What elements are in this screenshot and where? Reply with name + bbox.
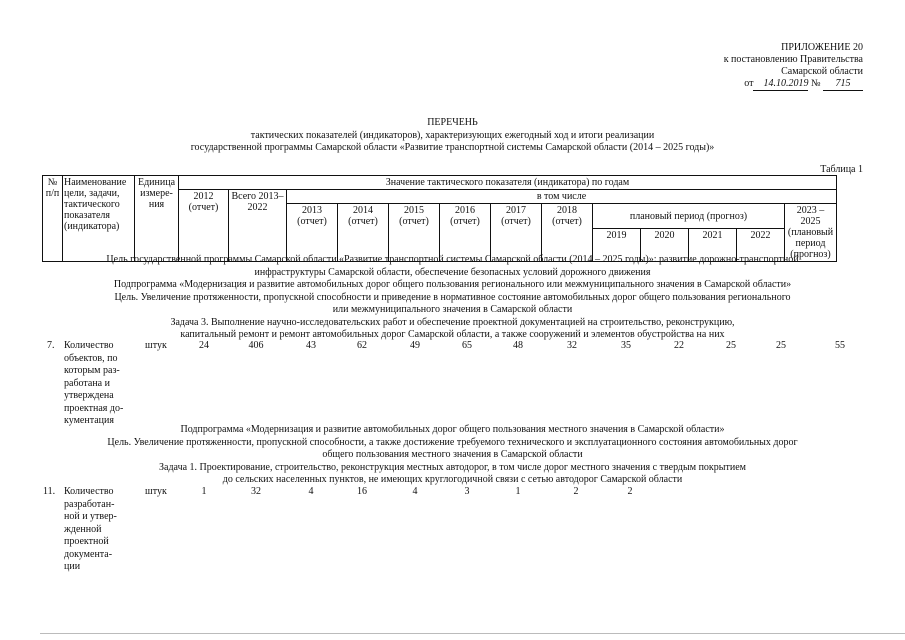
value-cell: 55 — [835, 340, 845, 351]
header-col-name: Наименование цели, задачи, тактического показателя (индикатора) — [63, 176, 135, 262]
value-cell: 48 — [513, 340, 523, 351]
value-cell: 4 — [308, 486, 314, 497]
date-prefix: от — [744, 78, 754, 89]
value-cell: 406 — [248, 340, 264, 351]
header-2019: 2019 — [593, 229, 641, 262]
task1-line2: до сельских населенных пунктов, не имеющих круглогодичной связи с сетью автодорог Самарской области — [222, 474, 683, 485]
header-2013: 2013 (отчет) — [287, 204, 338, 262]
table-label: Таблица 1 — [820, 164, 863, 175]
header-2023: 2023 – 2025 (плановый период (прогноз) — [785, 204, 837, 262]
header-2022: 2022 — [737, 229, 785, 262]
header-total: Всего 2013–2022 — [229, 190, 287, 262]
value-cell: 65 — [462, 340, 472, 351]
header-2017: 2017 (отчет) — [491, 204, 542, 262]
value-cell: 49 — [410, 340, 420, 351]
value-cell: 62 — [357, 340, 367, 351]
table-row — [0, 340, 905, 425]
title-line1: ПЕРЕЧЕНЬ — [427, 117, 478, 128]
header-col-no: № п/п — [43, 176, 63, 262]
appendix-line2: к постановлению Правительства — [723, 54, 863, 65]
header-planned: плановый период (прогноз) — [593, 204, 785, 229]
goal-section-2 — [0, 424, 905, 487]
value-cell: 2 — [627, 486, 633, 497]
header-2014: 2014 (отчет) — [338, 204, 389, 262]
document-title — [0, 117, 905, 155]
goal1-line1: Цель государственной программы Самарской области «Развитие транспортной системы Самарской области (2014 – 2025 годы)»: развитие дорожно-транспортной — [106, 254, 799, 265]
row-name: Количество объектов, по которым раз- работана и утверждена проектная до- кументация — [64, 340, 124, 426]
value-cell: 25 — [776, 340, 786, 351]
value-cell: 3 — [464, 486, 470, 497]
page-bottom-edge — [40, 633, 905, 634]
task3-line1: Задача 3. Выполнение научно-исследовательских работ и обеспечение проектной документацией на строительство, реконструкцию, — [170, 316, 735, 328]
header-2016: 2016 (отчет) — [440, 204, 491, 262]
appendix-block — [724, 42, 863, 91]
title-line3: государственной программы Самарской области «Развитие транспортной системы Самарской области (2014 – 2025 годы)» — [190, 142, 715, 153]
num-value: 715 — [823, 78, 863, 91]
goal3-line2: общего пользования местного значения в Самарской области — [322, 449, 583, 460]
value-cell: 32 — [567, 340, 577, 351]
value-cell: 35 — [621, 340, 631, 351]
num-prefix: № — [810, 78, 821, 89]
appendix-date-line — [724, 78, 863, 91]
goal3-line1: Цель. Увеличение протяженности, пропускной способности, а также достижение требуемого технического и эксплуатационного состояния автомобильных дорог — [107, 436, 798, 448]
value-cell: 4 — [412, 486, 418, 497]
value-cell: 24 — [199, 340, 209, 351]
task3-line2: капитальный ремонт и ремонт автомобильных дорог Самарской области, а также сооружений и элементов обустройства на них — [180, 329, 725, 340]
date-value: 14.10.2019 — [753, 78, 808, 91]
subprogram-1: Подпрограмма «Модернизация и развитие автомобильных дорог общего пользования регионального или межмуниципального значения в Самарской области» — [113, 279, 792, 290]
value-cell: 16 — [357, 486, 367, 497]
goal-section-1 — [0, 254, 905, 342]
title-line2: тактических показателей (индикаторов), характеризующих ежегодный ход и итоги реализации — [250, 129, 655, 141]
appendix-line3: Самарской области — [781, 66, 863, 77]
table-header — [42, 175, 837, 262]
goal2-line1: Цель. Увеличение протяженности, пропускной способности и приведение в нормативное состояние автомобильных дорог общего пользования регионального — [114, 291, 791, 303]
row-number: 7. — [47, 340, 55, 351]
header-values-title: Значение тактического показателя (индикатора) по годам — [179, 176, 837, 190]
header-2012: 2012 (отчет) — [179, 190, 229, 262]
table-row — [0, 486, 905, 571]
appendix-title: ПРИЛОЖЕНИЕ 20 — [781, 42, 863, 53]
header-2018: 2018 (отчет) — [542, 204, 593, 262]
value-cell: 1 — [201, 486, 207, 497]
value-cell: 22 — [674, 340, 684, 351]
goal1-line2: инфраструктуры Самарской области, обеспечение безопасных условий дорожного движения — [254, 266, 651, 278]
row-name: Количество разработан- ной и утвер- жденной проектной документа- ции — [64, 486, 117, 572]
row-number: 11. — [43, 486, 56, 497]
value-cell: 25 — [726, 340, 736, 351]
header-2015: 2015 (отчет) — [389, 204, 440, 262]
header-including: в том числе — [287, 190, 837, 204]
row-unit: штук — [145, 340, 167, 351]
header-2020: 2020 — [641, 229, 689, 262]
value-cell: 43 — [306, 340, 316, 351]
value-cell: 2 — [573, 486, 579, 497]
row-unit: штук — [145, 486, 167, 497]
value-cell: 32 — [251, 486, 261, 497]
goal2-line2: или межмуниципального значения в Самарской области — [332, 304, 573, 315]
task1-line1: Задача 1. Проектирование, строительство, реконструкция местных автодорог, в том числе дорог местного значения с твердым покрытием — [159, 461, 746, 473]
value-cell: 1 — [515, 486, 521, 497]
header-2021: 2021 — [689, 229, 737, 262]
subprogram-2: Подпрограмма «Модернизация и развитие автомобильных дорог общего пользования местного значения в Самарской области» — [180, 424, 725, 435]
header-col-unit: Единица измере-ния — [135, 176, 179, 262]
